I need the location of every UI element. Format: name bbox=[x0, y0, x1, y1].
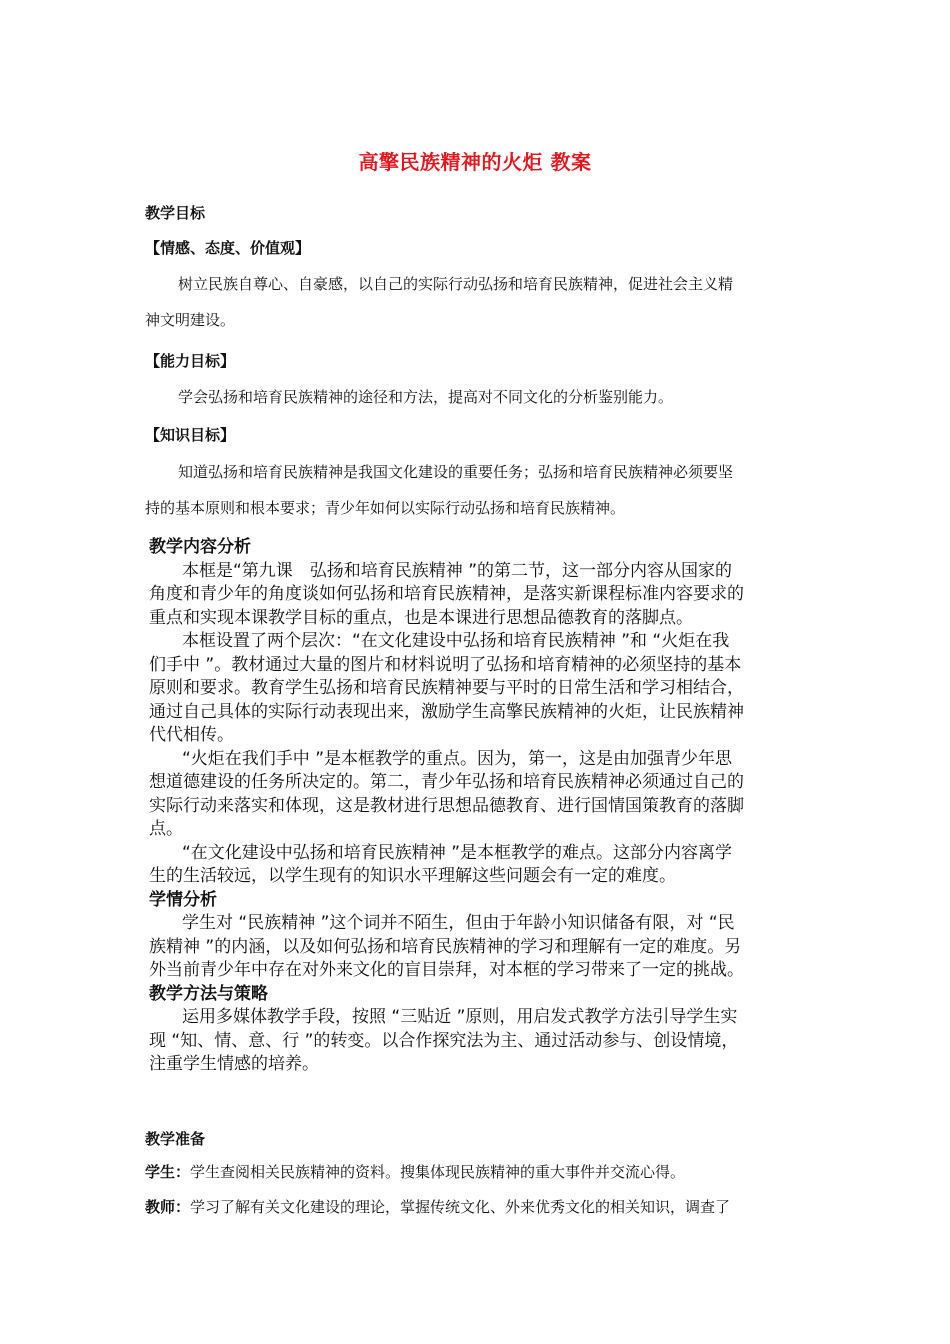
text-line: 点。 bbox=[149, 819, 183, 839]
preparation-heading: 教学准备 bbox=[145, 1130, 206, 1148]
text-line: 本框是“第九课 弘扬和培育民族精神 ”的第二节，这一部分内容从国家的 bbox=[182, 560, 733, 581]
teacher-text: 学习了解有关文化建设的理论，掌握传统文化、外来优秀文化的相关知识，调查了 bbox=[190, 1198, 731, 1216]
text-line: “在文化建设中弘扬和培育民族精神 ”是本框教学的难点。这部分内容离学 bbox=[182, 842, 733, 863]
text-line: 学生对 “民族精神 ”这个词并不陌生，但由于年龄小知识储备有限，对 “民 bbox=[182, 913, 735, 933]
text-line: 通过自己具体的实际行动表现出来，激励学生高擎民族精神的火炬，让民族精神 bbox=[149, 701, 744, 722]
content-analysis-section bbox=[149, 536, 799, 1077]
emotion-paragraph bbox=[145, 270, 807, 342]
text-line: 学会弘扬和培育民族精神的途径和方法，提高对不同文化的分析鉴别能力。 bbox=[178, 388, 674, 406]
ability-heading: 【能力目标】 bbox=[145, 352, 236, 370]
text-line: 族精神 ”的内涵，以及如何弘扬和培育民族精神的学习和理解有一定的难度。另 bbox=[149, 936, 742, 957]
text-line: 代代相传。 bbox=[149, 725, 234, 745]
text-line: 原则和要求。教育学生弘扬和培育民族精神要与平时的日常生活和学习相结合， bbox=[149, 678, 744, 698]
text-line: 实际行动来落实和体现，这是教材进行思想品德教育、进行国情国策教育的落脚 bbox=[149, 795, 744, 816]
text-line: 们手中 ”。教材通过大量的图片和材料说明了弘扬和培育精神的必须坚持的基本 bbox=[149, 654, 742, 675]
text-line: 运用多媒体教学手段，按照 “三贴近 ”原则，用启发式教学方法引导学生实 bbox=[182, 1007, 738, 1027]
text-line: 持的基本原则和根本要求；青少年如何以实际行动弘扬和培育民族精神。 bbox=[145, 499, 626, 517]
student-label: 学生： bbox=[145, 1163, 191, 1181]
section-heading: 教学内容分析 bbox=[149, 537, 251, 557]
text-line: 树立民族自尊心、自豪感，以自己的实际行动弘扬和培育民族精神，促进社会主义精 bbox=[178, 275, 734, 293]
knowledge-heading: 【知识目标】 bbox=[145, 426, 236, 444]
text-line: 注重学生情感的培养。 bbox=[149, 1054, 319, 1074]
text-line: 角度和青少年的角度谈如何弘扬和培育民族精神，是落实新课程标准内容要求的 bbox=[149, 584, 744, 604]
section-heading: 教学方法与策略 bbox=[149, 983, 268, 1004]
emotion-heading: 【情感、态度、价值观】 bbox=[145, 239, 311, 257]
section-heading: 学情分析 bbox=[149, 889, 217, 910]
text-line: 外当前青少年中存在对外来文化的盲目崇拜，对本框的学习带来了一定的挑战。 bbox=[149, 960, 744, 980]
text-line: 重点和实现本课教学目标的重点，也是本课进行思想品德教育的落脚点。 bbox=[149, 607, 693, 628]
text-line: 生的生活较远，以学生现有的知识水平理解这些问题会有一定的难度。 bbox=[149, 866, 676, 886]
ability-paragraph bbox=[145, 383, 807, 419]
page-title: 高擎民族精神的火炬 教案 bbox=[358, 150, 592, 174]
preparation-student bbox=[145, 1162, 807, 1182]
teacher-label: 教师： bbox=[145, 1198, 191, 1216]
preparation-teacher bbox=[145, 1197, 807, 1217]
text-line: 想道德建设的任务所决定的。第二，青少年弘扬和培育民族精神必须通过自己的 bbox=[149, 772, 744, 792]
text-line: 知道弘扬和培育民族精神是我国文化建设的重要任务；弘扬和培育民族精神必须要坚 bbox=[178, 463, 734, 481]
student-text: 学生查阅相关民族精神的资料。搜集体现民族精神的重大事件并交流心得。 bbox=[190, 1163, 686, 1181]
knowledge-paragraph bbox=[145, 458, 807, 530]
text-line: 本框设置了两个层次：“在文化建设中弘扬和培育民族精神 ”和 “火炬在我 bbox=[182, 631, 730, 651]
text-line: 现 “知、情、意、行 ”的转变。以合作探究法为主、通过活动参与、创设情境， bbox=[149, 1030, 739, 1051]
text-line: “火炬在我们手中 ”是本框教学的重点。因为，第一，这是由加强青少年思 bbox=[182, 748, 733, 769]
goals-heading: 教学目标 bbox=[145, 204, 206, 222]
text-line: 神文明建设。 bbox=[145, 311, 236, 329]
